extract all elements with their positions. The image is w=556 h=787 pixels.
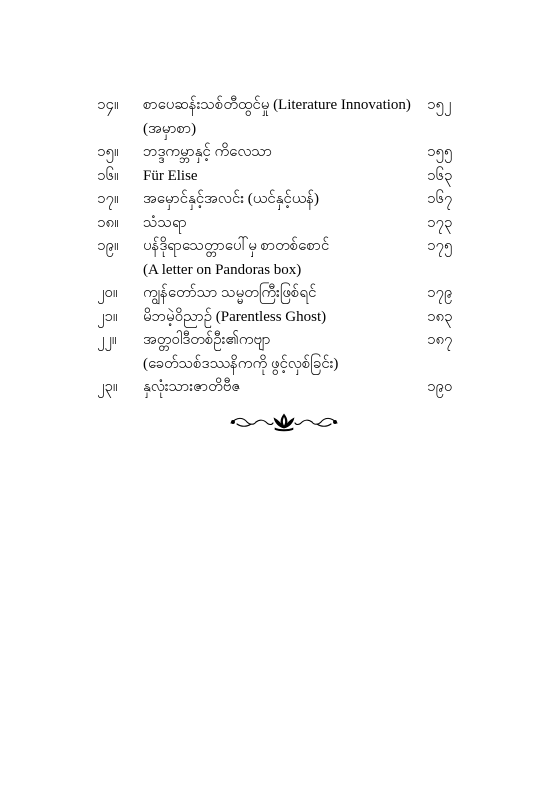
toc-entry [97,165,469,189]
toc-entry [97,188,469,212]
entry-title-line: နှလုံးသားဇာတိဗီဇ [143,379,241,395]
entry-title-line: အတ္တဝါဒီတစ်ဦး၏ကဗျာ [143,332,271,348]
toc-entry [97,329,469,376]
entry-page-number: ၁၉၀ [427,379,453,395]
entry-page-number: ၁၈၇ [427,332,453,348]
toc-entry [97,94,469,141]
entry-number: ၂၂။ [97,332,117,348]
entry-number: ၁၆။ [97,167,119,184]
entry-number: ၁၇။ [97,191,119,207]
entry-number: ၂၀။ [97,285,118,301]
entry-number: ၂၁။ [97,308,118,325]
entry-page-number: ၁၅၂ [427,97,452,113]
entry-page-number: ၁၆၇ [427,191,453,207]
toc-entry [97,306,469,330]
entry-page-number: ၁၇၃ [427,214,453,231]
toc-entry [97,212,469,236]
entry-title [143,282,419,306]
entry-title [143,141,419,165]
entry-number: ၁၄။ [97,97,119,113]
entry-title [143,188,419,212]
toc-entry [97,282,469,306]
entry-title-line: (အမှာစာ) [143,120,197,137]
entry-number: ၁၅။ [97,144,119,160]
entry-number: ၂၃။ [97,379,118,395]
entry-title-line: (A letter on Pandoras box) [143,261,302,278]
entry-number: ၁၉။ [97,238,119,254]
entry-title [143,94,419,141]
entry-page-number: ၁၇၅ [427,238,453,254]
toc-entry [97,235,469,282]
entry-title-line: (ခေတ်သစ်ဒဿနိကကို ဖွင့်လှစ်ခြင်း) [143,355,339,372]
entry-title [143,212,419,236]
toc-entry [97,376,469,400]
entry-page-number: ၁၈၃ [427,308,453,325]
entry-title-line: ဘဒ္ဒကမ္ဘာနှင့် ကိလေသာ [143,144,273,160]
toc-entry [97,141,469,165]
entry-title [143,306,419,330]
entry-title-line: အမှောင်နှင့်အလင်း (ယင်နှင့်ယန်) [143,191,320,207]
entry-title-line: မိဘမဲ့ဝိညာဉ် (Parentless Ghost) [143,308,327,325]
entry-title [143,376,419,400]
entry-title-line: စာပေဆန်းသစ်တီထွင်မှု (Literature Innovation) [143,97,411,113]
table-of-contents [97,94,469,400]
entry-title [143,165,419,189]
entry-page-number: ၁၆၃ [427,167,453,184]
entry-page-number: ၁၅၅ [427,144,453,160]
entry-title-line: ပန်ဒိုရာသေတ္တာပေါ်မှ စာတစ်စောင် [143,238,330,254]
entry-title-line: သံသရာ [143,214,187,231]
entry-title [143,329,419,376]
entry-number: ၁၈။ [97,214,119,231]
floral-divider-icon [229,411,339,433]
entry-page-number: ၁၇၉ [427,285,453,301]
entry-title [143,235,419,282]
entry-title-line: ကျွန်တော်သာ သမ္မတကြီးဖြစ်ရင် [143,285,317,301]
entry-title-line: Für Elise [143,167,198,184]
